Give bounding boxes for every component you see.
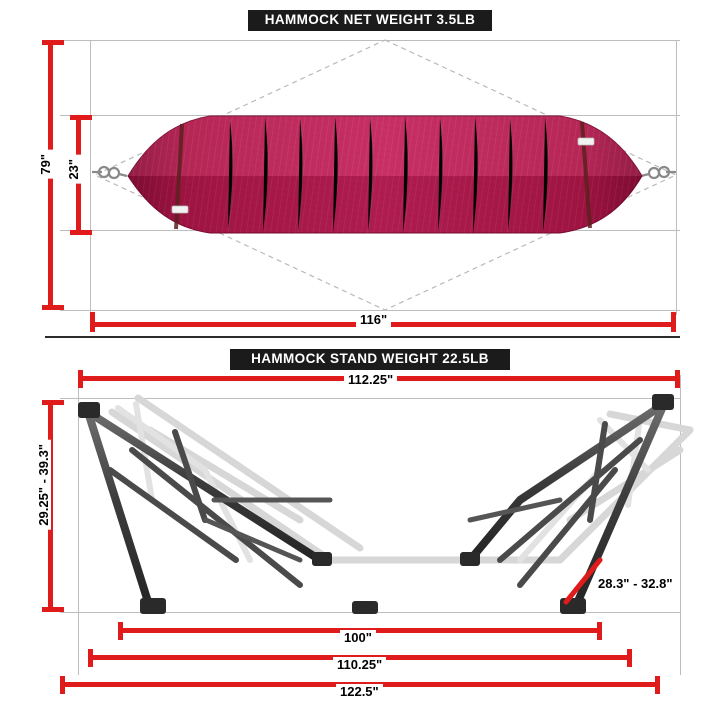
hammock-bed-bar-top-cap (70, 115, 92, 120)
stand-section-title: HAMMOCK STAND WEIGHT 22.5LB (230, 349, 510, 370)
stand-mid-base-label: 110.25" (333, 657, 386, 672)
stand-height-top-cap (42, 400, 64, 405)
stand-outer-base-right-cap (655, 676, 660, 694)
stand-leg-spread-label: 28.3" - 32.8" (594, 576, 676, 591)
hammock-length-bar-left-cap (90, 312, 95, 332)
hammock-length-label: 116" (356, 312, 391, 327)
hammock-height-bar-top-cap (42, 40, 64, 45)
stand-mid-base-left-cap (88, 649, 93, 667)
stand-height-bottom-cap (42, 607, 64, 612)
stand-inner-base-left-cap (118, 622, 123, 640)
stand-height-label: 29.25" - 39.3" (36, 440, 51, 530)
hammock-bed-bar-bottom-cap (70, 230, 92, 235)
hammock-bed-height-label: 23" (66, 155, 81, 184)
stand-top-beam-right-cap (675, 370, 680, 388)
stand-outer-base-left-cap (60, 676, 65, 694)
hammock-section-title: HAMMOCK NET WEIGHT 3.5LB (248, 10, 492, 31)
stand-mid-base-right-cap (627, 649, 632, 667)
stand-top-beam-left-cap (78, 370, 83, 388)
hammock-height-label: 79" (38, 150, 53, 179)
stand-inner-base-right-cap (597, 622, 602, 640)
hammock-height-bar-bottom-cap (42, 305, 64, 310)
stand-top-beam-label: 112.25" (344, 372, 397, 387)
stand-outer-base-label: 122.5" (336, 684, 383, 699)
stand-inner-base-label: 100" (340, 630, 376, 645)
section-divider (45, 336, 680, 338)
hammock-length-bar-right-cap (671, 312, 676, 332)
